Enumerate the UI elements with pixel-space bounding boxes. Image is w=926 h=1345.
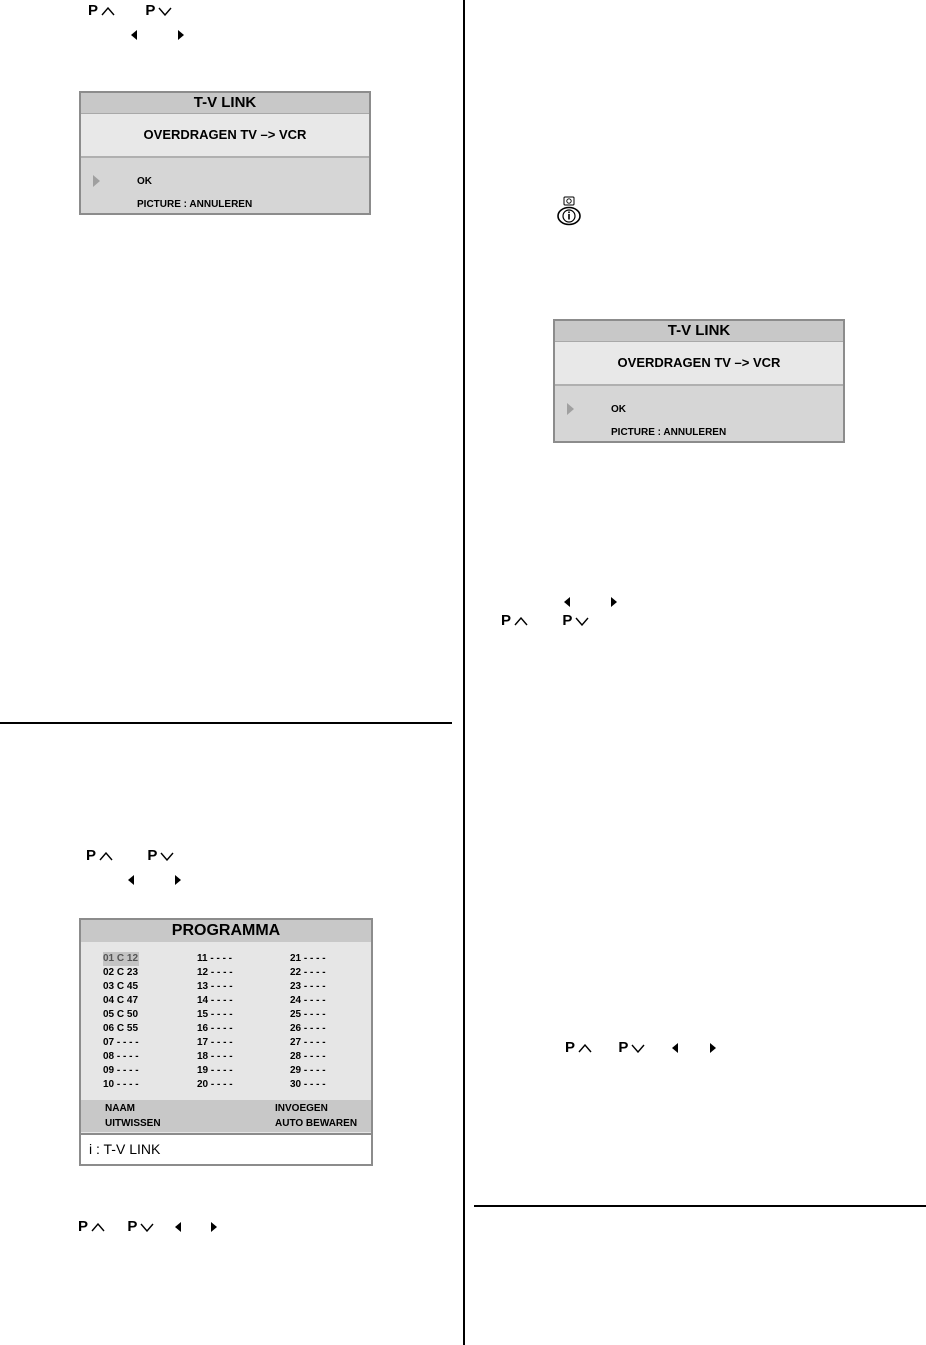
list-item[interactable]: 11 - - - - [197, 953, 233, 964]
list-item[interactable]: 02 C 23 [103, 967, 139, 978]
list-item[interactable]: 07 - - - - [103, 1037, 139, 1048]
cancel-option[interactable]: PICTURE : ANNULEREN [137, 199, 253, 210]
programma-column-3 [290, 952, 326, 1092]
ok-option[interactable]: OK [137, 176, 152, 187]
p-up-key: P [78, 1218, 89, 1235]
chevron-down-icon [158, 7, 172, 16]
programma-info-line: i : T-V LINK [81, 1133, 371, 1164]
chevron-up-icon [514, 617, 528, 626]
dialog-message: OVERDRAGEN TV –> VCR [81, 114, 369, 158]
key-row-5 [565, 1039, 716, 1057]
chevron-up-icon [101, 7, 115, 16]
list-item[interactable]: 29 - - - - [290, 1065, 326, 1076]
programma-title: PROGRAMMA [81, 920, 371, 942]
list-item[interactable]: 12 - - - - [197, 967, 233, 978]
list-item[interactable]: 08 - - - - [103, 1051, 139, 1062]
selection-arrow-icon [93, 175, 100, 187]
arrow-left-icon [672, 1043, 678, 1053]
selection-arrow-icon [567, 403, 574, 415]
arrow-right-icon [611, 597, 617, 607]
p-down-key: P [145, 2, 156, 19]
arrow-left-icon [131, 30, 137, 40]
key-row-1 [88, 2, 172, 20]
dialog-message: OVERDRAGEN TV –> VCR [555, 342, 843, 386]
key-row-4 [501, 612, 589, 630]
arrow-right-icon [175, 875, 181, 885]
programma-menu [79, 918, 373, 1166]
list-item[interactable]: 14 - - - - [197, 995, 233, 1006]
list-item[interactable]: 18 - - - - [197, 1051, 233, 1062]
arrow-right-icon [178, 30, 184, 40]
programma-column-1 [103, 952, 139, 1092]
tv-link-dialog-2 [553, 319, 845, 443]
list-item[interactable]: 03 C 45 [103, 981, 139, 992]
naam-option[interactable]: NAAM [105, 1103, 135, 1114]
list-item[interactable]: 01 C 12 [103, 953, 139, 964]
p-up-key: P [501, 612, 512, 629]
list-item[interactable]: 10 - - - - [103, 1079, 139, 1090]
list-item[interactable]: 06 C 55 [103, 1023, 139, 1034]
cancel-option[interactable]: PICTURE : ANNULEREN [611, 427, 727, 438]
p-down-key: P [618, 1039, 629, 1056]
chevron-down-icon [575, 617, 589, 626]
list-item[interactable]: 05 C 50 [103, 1009, 139, 1020]
tv-link-dialog [79, 91, 371, 215]
arrow-left-icon [564, 597, 570, 607]
list-item[interactable]: 28 - - - - [290, 1051, 326, 1062]
p-up-key: P [565, 1039, 576, 1056]
p-down-key: P [147, 847, 158, 864]
list-item[interactable]: 22 - - - - [290, 967, 326, 978]
list-item[interactable]: 26 - - - - [290, 1023, 326, 1034]
arrow-left-icon [128, 875, 134, 885]
ok-option[interactable]: OK [611, 404, 626, 415]
arrow-right-icon [710, 1043, 716, 1053]
list-item[interactable]: 17 - - - - [197, 1037, 233, 1048]
key-row-3 [78, 1218, 217, 1236]
dialog-title: T-V LINK [81, 93, 369, 114]
list-item[interactable]: 09 - - - - [103, 1065, 139, 1076]
list-item[interactable]: 23 - - - - [290, 981, 326, 992]
list-item[interactable]: 21 - - - - [290, 953, 326, 964]
left-right-keys-2 [128, 871, 181, 889]
arrow-left-icon [175, 1222, 181, 1232]
p-up-key: P [88, 2, 99, 19]
p-down-key: P [562, 612, 573, 629]
p-up-key: P [86, 847, 97, 864]
left-right-keys-3 [564, 593, 617, 611]
list-item[interactable]: 24 - - - - [290, 995, 326, 1006]
programma-footer [81, 1100, 371, 1132]
list-item[interactable]: 16 - - - - [197, 1023, 233, 1034]
auto-bewaren-option[interactable]: AUTO BEWAREN [275, 1118, 358, 1129]
arrow-right-icon [211, 1222, 217, 1232]
info-button-icon [556, 196, 582, 226]
chevron-up-icon [99, 852, 113, 861]
chevron-down-icon [631, 1044, 645, 1053]
list-item[interactable]: 30 - - - - [290, 1079, 326, 1090]
list-item[interactable]: 19 - - - - [197, 1065, 233, 1076]
column-divider [463, 0, 465, 1345]
list-item[interactable]: 15 - - - - [197, 1009, 233, 1020]
chevron-up-icon [91, 1223, 105, 1232]
list-item[interactable]: 04 C 47 [103, 995, 139, 1006]
section-divider [0, 722, 452, 724]
chevron-down-icon [140, 1223, 154, 1232]
list-item[interactable]: 20 - - - - [197, 1079, 233, 1090]
left-right-keys-1 [131, 26, 184, 44]
chevron-up-icon [578, 1044, 592, 1053]
programma-column-2 [197, 952, 233, 1092]
list-item[interactable]: 13 - - - - [197, 981, 233, 992]
uitwissen-option[interactable]: UITWISSEN [105, 1118, 161, 1129]
p-down-key: P [127, 1218, 138, 1235]
list-item[interactable]: 27 - - - - [290, 1037, 326, 1048]
chevron-down-icon [160, 852, 174, 861]
dialog-title: T-V LINK [555, 321, 843, 342]
key-row-2 [86, 847, 174, 865]
section-divider-right [474, 1205, 926, 1207]
invoegen-option[interactable]: INVOEGEN [275, 1103, 328, 1114]
list-item[interactable]: 25 - - - - [290, 1009, 326, 1020]
